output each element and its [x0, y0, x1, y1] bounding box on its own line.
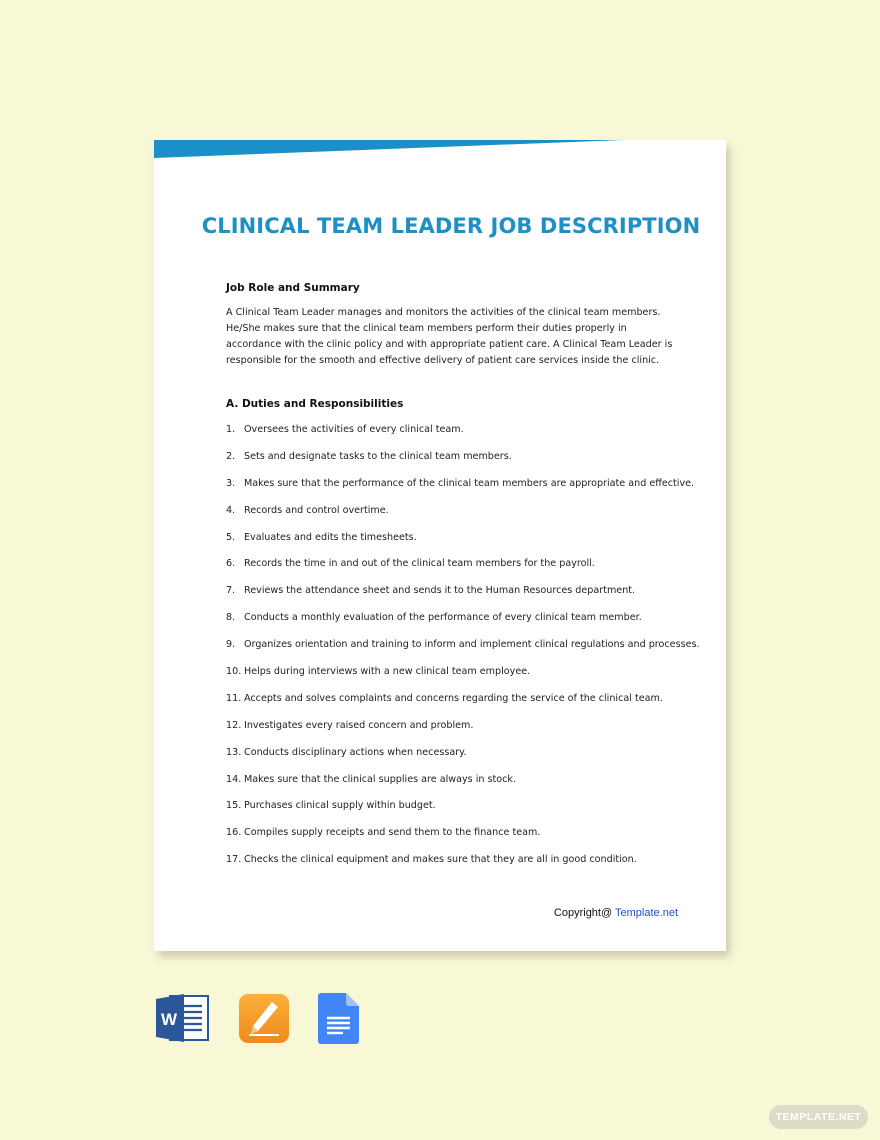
copyright-prefix: Copyright@ — [553, 907, 616, 919]
duty-item — [226, 693, 696, 720]
duty-number: 4. — [226, 504, 236, 516]
duty-text: Makes sure that the performance of the clinical team members are appropriate and effective. — [244, 477, 695, 489]
duty-number: 9. — [226, 639, 236, 651]
duty-item — [226, 532, 696, 559]
duty-item — [226, 800, 696, 827]
duty-text: Sets and designate tasks to the clinical team members. — [244, 450, 512, 462]
duty-number: 6. — [226, 558, 236, 570]
duty-number: 3. — [226, 477, 236, 489]
duties-list — [226, 424, 700, 881]
duty-text: Records and control overtime. — [244, 504, 389, 516]
duty-text: Makes sure that the clinical supplies are always in stock. — [244, 773, 517, 785]
duty-text: Evaluates and edits the timesheets. — [244, 531, 417, 543]
duty-text: Investigates every raised concern and problem. — [244, 719, 474, 731]
word-icon-letter: W — [160, 1010, 178, 1029]
duty-number: 14. — [226, 773, 242, 785]
google-docs-icon[interactable] — [318, 993, 359, 1044]
duty-text: Checks the clinical equipment and makes sure that they are all in good condition. — [244, 854, 637, 866]
duty-item — [226, 424, 696, 451]
duty-item — [226, 747, 696, 774]
section-heading-duties: A. Duties and Responsibilities — [226, 398, 404, 410]
duty-item — [226, 478, 696, 505]
watermark-badge: TEMPLATE.NET — [769, 1105, 868, 1129]
pages-icon[interactable] — [238, 993, 290, 1044]
duty-text: Reviews the attendance sheet and sends it to the Human Resources department. — [244, 585, 636, 597]
duty-text: Purchases clinical supply within budget. — [244, 800, 436, 812]
duty-number: 5. — [226, 531, 236, 543]
word-icon[interactable] — [156, 994, 210, 1042]
duty-text: Oversees the activities of every clinical team. — [244, 424, 464, 435]
duty-number: 13. — [226, 746, 242, 758]
duty-number: 8. — [226, 612, 236, 624]
summary-paragraph: A Clinical Team Leader manages and monitors the activities of the clinical team members. He/She makes sure that the clinical team members perform their duties properly in accordance with the clinic policy and with appropriate patient care. A Clinical Team Leader is responsible for the smooth and effective delivery of patient care services inside the clinic. — [226, 307, 673, 366]
document-page — [154, 140, 726, 951]
duty-number: 2. — [226, 450, 236, 462]
duty-item — [226, 585, 696, 612]
duty-text: Accepts and solves complaints and concerns regarding the service of the clinical team. — [244, 692, 663, 704]
duty-number: 11. — [226, 692, 242, 704]
duty-text: Conducts a monthly evaluation of the performance of every clinical team member. — [244, 612, 642, 624]
duty-text: Helps during interviews with a new clinical team employee. — [244, 666, 531, 678]
duty-item — [226, 612, 696, 639]
section-heading-summary: Job Role and Summary — [226, 282, 360, 294]
duty-number: 16. — [226, 827, 242, 839]
duty-item — [226, 558, 696, 585]
duty-text: Organizes orientation and training to inform and implement clinical regulations and processes. — [244, 639, 700, 651]
duty-number: 1. — [226, 424, 236, 435]
header-ribbon — [154, 140, 726, 160]
duty-text: Records the time in and out of the clinical team members for the payroll. — [244, 558, 595, 570]
duty-item — [226, 666, 696, 693]
duty-number: 15. — [226, 800, 242, 812]
duty-item — [226, 827, 696, 854]
duty-item — [226, 451, 696, 478]
duty-number: 7. — [226, 585, 236, 597]
duty-item — [226, 854, 696, 881]
duty-text: Conducts disciplinary actions when necessary. — [244, 746, 467, 758]
duty-item — [226, 720, 696, 747]
duty-number: 12. — [226, 719, 242, 731]
duty-number: 10. — [226, 666, 242, 678]
document-title: CLINICAL TEAM LEADER JOB DESCRIPTION — [201, 214, 701, 238]
duty-item — [226, 639, 700, 666]
duty-number: 17. — [226, 854, 242, 866]
copyright-site: Template.net — [615, 907, 678, 919]
copyright-notice — [554, 907, 678, 919]
duty-item — [226, 774, 696, 801]
duty-item — [226, 505, 696, 532]
duty-text: Compiles supply receipts and send them to the finance team. — [244, 827, 541, 839]
